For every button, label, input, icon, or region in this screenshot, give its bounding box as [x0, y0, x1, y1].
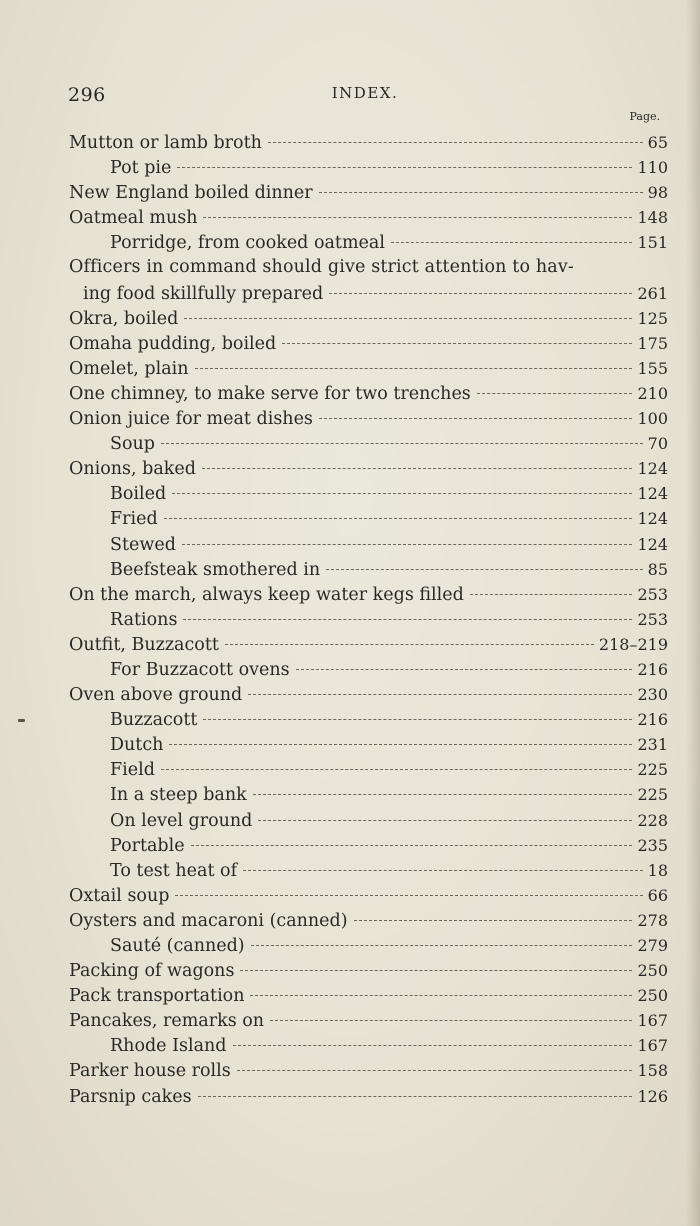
- entry-label: Pancakes, remarks on: [69, 1011, 265, 1032]
- entry-page-number: 175: [637, 333, 668, 353]
- entry-label: Rations: [110, 609, 178, 630]
- index-entry: [69, 406, 668, 431]
- index-entry: [69, 306, 668, 331]
- index-entry: Officers in command should give strict attention to hav-: [69, 257, 574, 278]
- index-subentry: [69, 808, 668, 833]
- index-entry: [69, 983, 668, 1008]
- entry-page-number: 216: [637, 659, 668, 679]
- entry-page-number: 261: [637, 283, 668, 303]
- dot-leader: [243, 870, 643, 871]
- entry-label: Outfit, Buzzacott: [69, 634, 219, 655]
- entry-label: Stewed: [110, 534, 176, 555]
- entry-page-number: 66: [647, 885, 668, 905]
- entry-page-number: 231: [637, 735, 668, 755]
- dot-leader: [233, 1045, 633, 1046]
- entry-label: Pack transportation: [69, 986, 245, 1007]
- dot-leader: [319, 192, 643, 193]
- entry-label: Packing of wagons: [69, 961, 235, 982]
- index-entry: [69, 205, 668, 230]
- entry-label: Boiled: [110, 484, 167, 505]
- entry-label: Beefsteak smothered in: [110, 559, 321, 580]
- index-subentry: [69, 833, 668, 858]
- entry-label: ing food skillfully prepared: [83, 283, 324, 304]
- dot-leader: [240, 970, 632, 971]
- entry-page-number: 167: [637, 1011, 668, 1031]
- entry-label: Parker house rolls: [69, 1061, 231, 1082]
- entry-page-number: 167: [637, 1036, 668, 1056]
- index-subentry: [69, 707, 668, 732]
- entry-page-number: 250: [637, 986, 668, 1006]
- index-entry: [69, 682, 668, 707]
- dot-leader: [175, 895, 642, 896]
- dot-leader: [203, 719, 632, 720]
- index-list: [69, 130, 668, 1109]
- entry-label: In a steep bank: [110, 785, 247, 806]
- index-entry: [69, 1058, 668, 1083]
- entry-label: Omelet, plain: [69, 358, 189, 379]
- dot-leader: [182, 544, 633, 545]
- index-subentry: [69, 431, 668, 456]
- entry-label: Oxtail soup: [69, 885, 170, 906]
- entry-label: Rhode Island: [110, 1036, 227, 1057]
- index-subentry: [69, 607, 668, 632]
- entry-label: Oven above ground: [69, 685, 243, 706]
- dot-leader: [184, 318, 632, 319]
- index-subentry: [69, 1033, 668, 1058]
- entry-page-number: 126: [637, 1086, 668, 1106]
- dot-leader: [198, 1096, 633, 1097]
- margin-mark: [18, 719, 25, 722]
- dot-leader: [183, 619, 632, 620]
- entry-page-number: 85: [647, 559, 668, 579]
- entry-label: Soup: [110, 434, 155, 455]
- index-subentry: [69, 481, 668, 506]
- dot-leader: [253, 794, 633, 795]
- index-entry: [69, 456, 668, 481]
- dot-leader: [161, 443, 643, 444]
- entry-page-number: 278: [637, 910, 668, 930]
- entry-page-number: 228: [637, 810, 668, 830]
- entry-page-number: 148: [637, 208, 668, 228]
- index-entry: [69, 1008, 668, 1033]
- entry-label: Buzzacott: [110, 710, 198, 731]
- dot-leader: [195, 368, 633, 369]
- entry-page-number: 230: [637, 685, 668, 705]
- running-head: INDEX.: [331, 84, 399, 102]
- dot-leader: [258, 820, 632, 821]
- entry-page-number: 225: [637, 785, 668, 805]
- dot-leader: [296, 669, 633, 670]
- index-entry: [69, 582, 668, 607]
- index-subentry: [69, 506, 668, 531]
- entry-page-number: 235: [637, 835, 668, 855]
- dot-leader: [391, 242, 633, 243]
- entry-page-number: 253: [637, 609, 668, 629]
- entry-page-number: 250: [637, 961, 668, 981]
- index-entry: [69, 130, 668, 155]
- entry-label: To test heat of: [110, 860, 238, 881]
- index-subentry: [69, 858, 668, 883]
- dot-leader: [282, 343, 632, 344]
- entry-page-number: 155: [637, 358, 668, 378]
- entry-label: Portable: [110, 835, 185, 856]
- index-subentry: [69, 732, 668, 757]
- entry-label: Oatmeal mush: [69, 208, 198, 229]
- entry-page-number: 98: [647, 183, 668, 203]
- entry-page-number: 279: [637, 936, 668, 955]
- entry-page-number: 125: [637, 308, 668, 328]
- dot-leader: [326, 569, 642, 570]
- index-subentry: [69, 532, 668, 557]
- entry-label: Onion juice for meat dishes: [69, 409, 313, 430]
- index-entry: [69, 281, 668, 306]
- dot-leader: [161, 769, 633, 770]
- dot-leader: [354, 920, 633, 921]
- index-subentry: [69, 657, 668, 682]
- dot-leader: [237, 1070, 633, 1071]
- entry-label: On level ground: [110, 810, 253, 831]
- page-number: 296: [68, 84, 106, 106]
- dot-leader: [203, 217, 632, 218]
- entry-page-number: 18: [647, 860, 668, 880]
- entry-page-number: 253: [637, 584, 668, 604]
- entry-label: Okra, boiled: [69, 308, 179, 329]
- entry-label: Fried: [110, 509, 158, 530]
- entry-label: Field: [110, 760, 155, 781]
- dot-leader: [164, 518, 633, 519]
- entry-page-number: 124: [637, 534, 668, 554]
- entry-label: Parsnip cakes: [69, 1086, 192, 1107]
- index-entry: [69, 908, 668, 933]
- dot-leader: [270, 1020, 632, 1021]
- index-entry: [69, 1084, 668, 1109]
- entry-page-number: 158: [637, 1061, 668, 1081]
- entry-label: Pot pie: [110, 158, 172, 179]
- index-entry: [69, 883, 668, 908]
- index-subentry: [69, 757, 668, 782]
- dot-leader: [248, 694, 632, 695]
- dot-leader: [202, 468, 633, 469]
- entry-page-number: 218–219: [598, 634, 668, 654]
- page-edge-shadow: [686, 0, 700, 1226]
- dot-leader: [250, 995, 632, 996]
- entry-label: Porridge, from cooked oatmeal: [110, 233, 385, 254]
- entry-label: One chimney, to make serve for two trenches: [69, 383, 471, 404]
- index-entry: [69, 958, 668, 983]
- entry-page-number: 70: [647, 434, 668, 454]
- entry-page-number: 124: [637, 459, 668, 479]
- index-entry: [69, 180, 668, 205]
- dot-leader: [268, 142, 643, 143]
- dot-leader: [477, 393, 633, 394]
- dot-leader: [177, 167, 632, 168]
- dot-leader: [191, 845, 633, 846]
- entry-label: Sauté (canned): [110, 936, 245, 956]
- index-subentry: [69, 933, 668, 958]
- dot-leader: [225, 644, 594, 645]
- index-subentry: [69, 230, 668, 255]
- index-entry: [69, 356, 668, 381]
- entry-label: Oysters and macaroni (canned): [69, 910, 348, 931]
- index-subentry: [69, 557, 668, 582]
- dot-leader: [172, 493, 632, 494]
- entry-label: Omaha pudding, boiled: [69, 333, 277, 354]
- index-subentry: [69, 155, 668, 180]
- entry-page-number: 151: [637, 233, 668, 253]
- entry-label: New England boiled dinner: [69, 183, 313, 204]
- entry-page-number: 65: [647, 133, 668, 152]
- dot-leader: [319, 418, 633, 419]
- dot-leader: [329, 293, 632, 294]
- index-subentry: [69, 782, 668, 807]
- dot-leader: [470, 594, 633, 595]
- entry-page-number: 216: [637, 710, 668, 730]
- entry-page-number: 210: [637, 383, 668, 403]
- entry-page-number: 100: [637, 409, 668, 429]
- entry-page-number: 124: [637, 509, 668, 529]
- entry-label: Dutch: [110, 735, 164, 756]
- entry-label: For Buzzacott ovens: [110, 659, 290, 680]
- index-entry: [69, 331, 668, 356]
- entry-label: Onions, baked: [69, 459, 196, 480]
- dot-leader: [169, 744, 632, 745]
- entry-label: On the march, always keep water kegs filled: [69, 584, 464, 605]
- entry-page-number: 110: [637, 158, 668, 178]
- dot-leader: [251, 945, 633, 946]
- page-column-label: Page.: [629, 110, 660, 123]
- index-entry: [69, 632, 668, 657]
- index-entry: [69, 381, 668, 406]
- entry-page-number: 124: [637, 484, 668, 504]
- entry-label: Mutton or lamb broth: [69, 133, 262, 153]
- entry-page-number: 225: [637, 760, 668, 780]
